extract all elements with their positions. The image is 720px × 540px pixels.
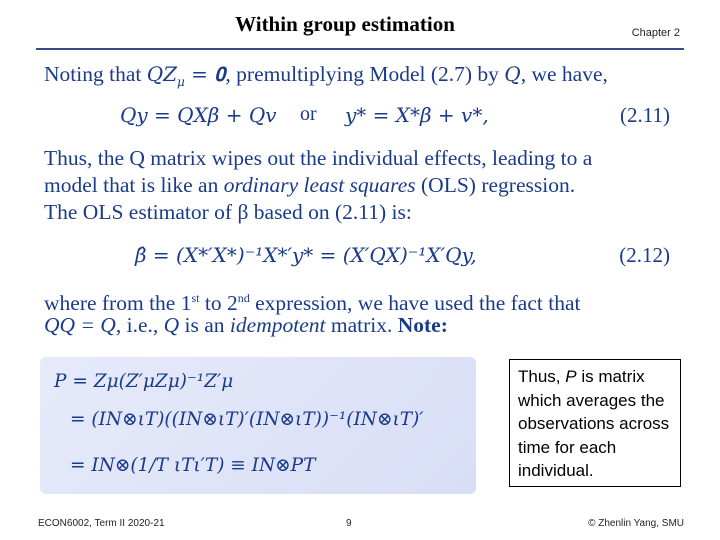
chapter-label: Chapter 2 [631, 27, 680, 39]
formula-line-1: P = Zμ(Z′μZμ)⁻¹Z′μ [54, 371, 234, 392]
paragraph-line: The OLS estimator of β based on (2.11) is: [44, 200, 412, 224]
paragraph-line: where from the 1st to 2nd expression, we have used the fact that [44, 291, 581, 316]
formula-line-2: = (IN⊗ιT)((IN⊗ιT)′(IN⊗ιT))⁻¹(IN⊗ιT)′ [70, 409, 424, 430]
intro-line: Noting that $QZ_\mu$ = 𝟎, premultiplying Model (2.7) by Q, we have, [44, 62, 608, 89]
paragraph-line: Thus, the Q matrix wipes out the individual effects, leading to a [44, 146, 593, 170]
equation-2-12-number: (2.12) [619, 243, 670, 267]
equation-2-11-left: Qy = QXβ + Qv [120, 103, 277, 127]
explanation-callout: Thus, P is matrix which averages the observations across time for each individual. [509, 359, 681, 487]
equation-2-12: β̂ = (X*′X*)⁻¹X*′y* = (X′QX)⁻¹X′Qy, [135, 243, 477, 267]
projection-formula-box [40, 357, 476, 494]
footer-course: ECON6002, Term II 2020-21 [38, 518, 165, 529]
title-divider [36, 48, 684, 50]
formula-line-3: = IN⊗(1/T ιTι′T) ≡ IN⊗PT [70, 455, 316, 476]
slide-title: Within group estimation [235, 12, 455, 36]
paragraph-line: model that is like an ordinary least squares (OLS) regression. [44, 173, 576, 197]
equation-2-11-or: or [300, 103, 317, 125]
paragraph-line: QQ = Q, i.e., Q is an idempotent matrix. Note: [44, 313, 448, 337]
note-label: Note: [397, 313, 448, 337]
equation-2-11-right: y* = X*β + v*, [345, 103, 489, 127]
equation-2-11-number: (2.11) [620, 103, 670, 127]
footer-page-number: 9 [346, 518, 352, 529]
footer-author: © Zhenlin Yang, SMU [588, 518, 684, 529]
